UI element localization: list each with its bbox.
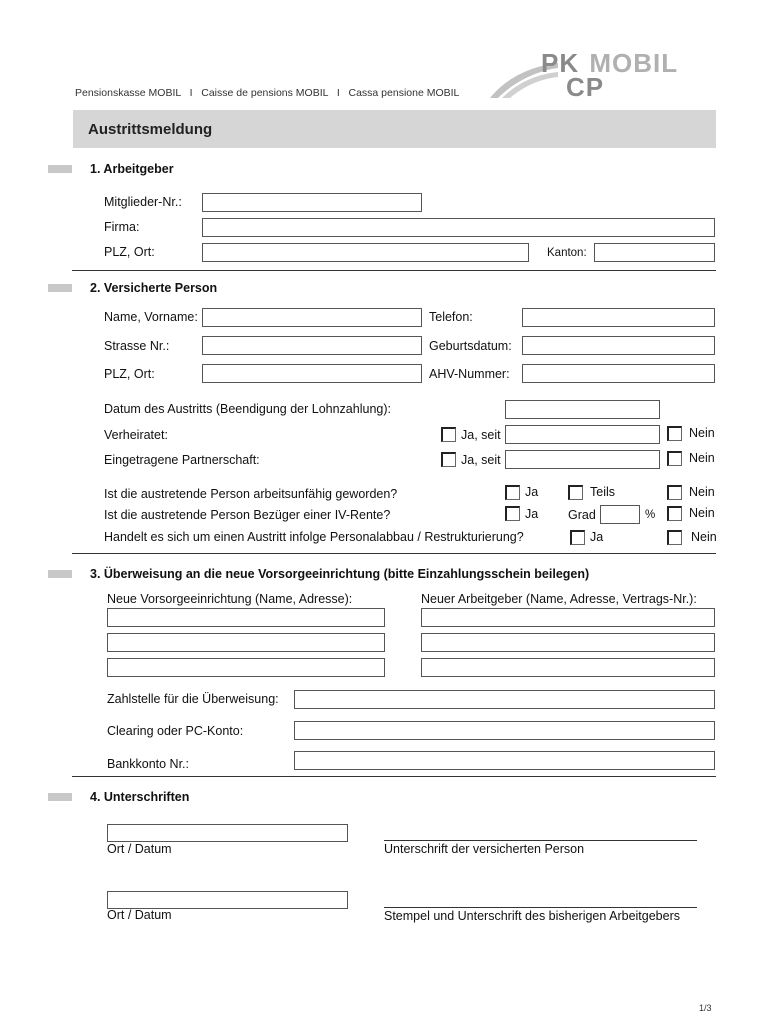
divider-1 — [72, 270, 716, 271]
signature-line-insured[interactable] — [384, 840, 697, 841]
ahv-field[interactable] — [522, 364, 715, 383]
canton-label: Kanton: — [547, 247, 587, 259]
ahv-label: AHV-Nummer: — [429, 367, 510, 381]
restructuring-no-checkbox[interactable] — [667, 530, 682, 545]
company-field[interactable] — [202, 218, 715, 237]
logo-cp: CP — [566, 72, 605, 102]
name-label: Name, Vorname: — [104, 310, 198, 324]
name-field[interactable] — [202, 308, 422, 327]
unable-partly-label: Teils — [590, 485, 616, 499]
married-yes-checkbox[interactable] — [441, 427, 456, 442]
exit-date-label: Datum des Austritts (Beendigung der Lohnzahlung): — [104, 402, 391, 416]
new-institution-line-2[interactable] — [107, 633, 385, 652]
zip-city-field-1[interactable] — [202, 243, 529, 262]
new-employer-line-2[interactable] — [421, 633, 715, 652]
new-employer-label: Neuer Arbeitgeber (Name, Adresse, Vertrags-Nr.): — [421, 592, 697, 606]
divider-2 — [72, 553, 716, 554]
phone-field[interactable] — [522, 308, 715, 327]
member-no-label: Mitglieder-Nr.: — [104, 195, 182, 209]
bank-account-field[interactable] — [294, 751, 715, 770]
married-no-label: Nein — [689, 426, 715, 440]
street-label: Strasse Nr.: — [104, 339, 170, 353]
new-institution-label: Neue Vorsorgeeinrichtung (Name, Adresse): — [107, 592, 353, 606]
section3-title: 3. Überweisung an die neue Vorsorgeeinrichtung (bitte Einzahlungsschein beilegen) — [90, 567, 590, 581]
page-number: 1/3 — [699, 1003, 712, 1013]
partnership-label: Eingetragene Partnerschaft: — [104, 453, 260, 467]
new-employer-line-1[interactable] — [421, 608, 715, 627]
unable-yes-checkbox[interactable] — [505, 485, 520, 500]
zip-city-label-1: PLZ, Ort: — [104, 245, 155, 259]
exit-date-field[interactable] — [505, 400, 660, 419]
phone-label: Telefon: — [429, 310, 473, 324]
place-date-field-2[interactable] — [107, 891, 348, 909]
section2-tab-marker — [48, 284, 72, 292]
title-bar — [73, 110, 716, 148]
bank-account-label: Bankkonto Nr.: — [107, 757, 189, 771]
section4-title: 4. Unterschriften — [90, 790, 190, 804]
iv-degree-field[interactable] — [600, 505, 640, 524]
partnership-no-checkbox[interactable] — [667, 451, 682, 466]
canton-field[interactable] — [594, 243, 715, 262]
paying-agent-label: Zahlstelle für die Überweisung: — [107, 692, 279, 706]
new-employer-line-3[interactable] — [421, 658, 715, 677]
married-yes-since-label: Ja, seit — [461, 428, 501, 442]
place-date-field-1[interactable] — [107, 824, 348, 842]
unable-to-work-label: Ist die austretende Person arbeitsunfähig geworden? — [104, 487, 398, 501]
logo-text-line1 — [541, 49, 678, 77]
street-field[interactable] — [202, 336, 422, 355]
iv-no-label: Nein — [689, 506, 715, 520]
restructuring-no-label: Nein — [691, 530, 717, 544]
partnership-yes-checkbox[interactable] — [441, 452, 456, 467]
section1-tab-marker — [48, 165, 72, 173]
iv-degree-label: Grad — [568, 508, 596, 522]
unable-no-checkbox[interactable] — [667, 485, 682, 500]
clearing-label: Clearing oder PC-Konto: — [107, 724, 244, 738]
logo-mobil: MOBIL — [589, 48, 679, 78]
married-since-field[interactable] — [505, 425, 660, 444]
partnership-yes-since-label: Ja, seit — [461, 453, 501, 467]
pk-mobil-logo — [488, 46, 708, 102]
company-label: Firma: — [104, 220, 140, 234]
restructuring-label: Handelt es sich um einen Austritt infolge Personalabbau / Restrukturierung? — [104, 530, 524, 544]
birthdate-field[interactable] — [522, 336, 715, 355]
iv-yes-label: Ja — [525, 507, 539, 521]
clearing-field[interactable] — [294, 721, 715, 740]
zip-city-field-2[interactable] — [202, 364, 422, 383]
header-tagline: Pensionskasse MOBIL I Caisse de pensions MOBIL I Cassa pensione MOBIL — [75, 87, 460, 99]
divider-3 — [72, 776, 716, 777]
iv-percent-label: % — [645, 509, 656, 521]
partnership-no-label: Nein — [689, 451, 715, 465]
married-no-checkbox[interactable] — [667, 426, 682, 441]
restructuring-yes-label: Ja — [590, 530, 604, 544]
section4-tab-marker — [48, 793, 72, 801]
logo-pk: PK — [541, 48, 580, 78]
section2-title: 2. Versicherte Person — [90, 281, 218, 295]
place-date-label-2: Ort / Datum — [107, 908, 172, 922]
form-title: Austrittsmeldung — [88, 121, 213, 138]
iv-yes-checkbox[interactable] — [505, 506, 520, 521]
restructuring-yes-checkbox[interactable] — [570, 530, 585, 545]
zip-city-label-2: PLZ, Ort: — [104, 367, 155, 381]
unable-no-label: Nein — [689, 485, 715, 499]
new-institution-line-3[interactable] — [107, 658, 385, 677]
signature-employer-label: Stempel und Unterschrift des bisherigen Arbeitgebers — [384, 909, 680, 923]
birthdate-label: Geburtsdatum: — [429, 339, 512, 353]
unable-partly-checkbox[interactable] — [568, 485, 583, 500]
signature-insured-label: Unterschrift der versicherten Person — [384, 842, 585, 856]
iv-pension-label: Ist die austretende Person Bezüger einer IV-Rente? — [104, 508, 391, 522]
section1-title: 1. Arbeitgeber — [90, 162, 174, 176]
partnership-since-field[interactable] — [505, 450, 660, 469]
signature-line-employer[interactable] — [384, 907, 697, 908]
iv-no-checkbox[interactable] — [667, 506, 682, 521]
new-institution-line-1[interactable] — [107, 608, 385, 627]
member-no-field[interactable] — [202, 193, 422, 212]
paying-agent-field[interactable] — [294, 690, 715, 709]
married-label: Verheiratet: — [104, 428, 168, 442]
section3-tab-marker — [48, 570, 72, 578]
place-date-label-1: Ort / Datum — [107, 842, 172, 856]
unable-yes-label: Ja — [525, 485, 539, 499]
